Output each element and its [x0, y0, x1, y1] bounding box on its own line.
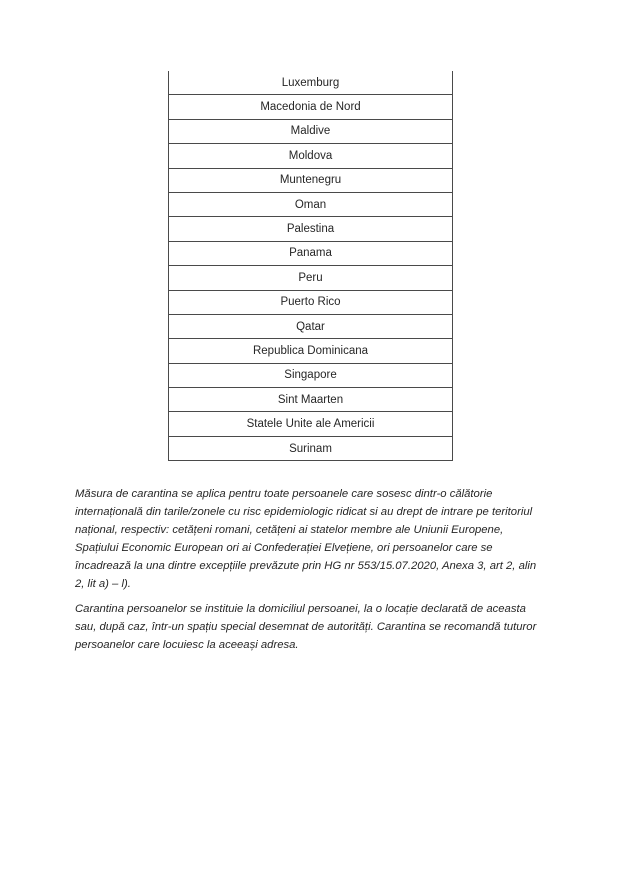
table-row — [169, 95, 453, 119]
country-cell: Muntenegru — [169, 168, 453, 192]
table-row — [169, 71, 453, 95]
table-row — [169, 241, 453, 265]
paragraph-quarantine-location: Carantina persoanelor se instituie la domiciliul persoanei, la o locație declarată de aceasta sau, după caz, într-un spațiu special desemnat de autorități. Carantina se recomandă tuturor persoanelor care locuiesc la aceeași adresa. — [75, 603, 537, 651]
country-cell: Moldova — [169, 144, 453, 168]
country-cell: Republica Dominicana — [169, 339, 453, 363]
table-row — [169, 144, 453, 168]
table-row — [169, 119, 453, 143]
country-cell: Singapore — [169, 363, 453, 387]
country-table — [168, 71, 453, 461]
table-row — [169, 217, 453, 241]
table-row — [169, 266, 453, 290]
country-cell: Panama — [169, 241, 453, 265]
table-row — [169, 314, 453, 338]
table-row — [169, 168, 453, 192]
country-cell: Qatar — [169, 314, 453, 338]
country-cell: Oman — [169, 192, 453, 216]
table-row — [169, 290, 453, 314]
table-row — [169, 192, 453, 216]
country-cell: Sint Maarten — [169, 388, 453, 412]
country-cell: Peru — [169, 266, 453, 290]
country-table-body — [169, 71, 453, 461]
table-row — [169, 436, 453, 460]
country-cell: Palestina — [169, 217, 453, 241]
country-cell: Surinam — [169, 436, 453, 460]
country-cell: Statele Unite ale Americii — [169, 412, 453, 436]
table-row — [169, 339, 453, 363]
body-text — [75, 485, 537, 661]
table-row — [169, 363, 453, 387]
table-row — [169, 412, 453, 436]
country-cell: Macedonia de Nord — [169, 95, 453, 119]
country-cell: Maldive — [169, 119, 453, 143]
country-cell: Puerto Rico — [169, 290, 453, 314]
country-cell: Luxemburg — [169, 71, 453, 95]
paragraph-quarantine-measure: Măsura de carantina se aplica pentru toate persoanele care sosesc dintr-o călătorie internațională din tarile/zonele cu risc epidemiologic ridicat si au drept de intrare pe teritoriul național, respectiv: cetățeni romani, cetățeni ai statelor membre ale Uniunii Europene, Spațiului Economic European ori ai Confederației Elvețiene, ori persoanelor care se încadrează la una dintre excepțiile prevăzute prin HG nr 553/15.07.2020, Anexa 3, art 2, alin 2, lit a) – l). — [75, 488, 537, 590]
table-row — [169, 388, 453, 412]
